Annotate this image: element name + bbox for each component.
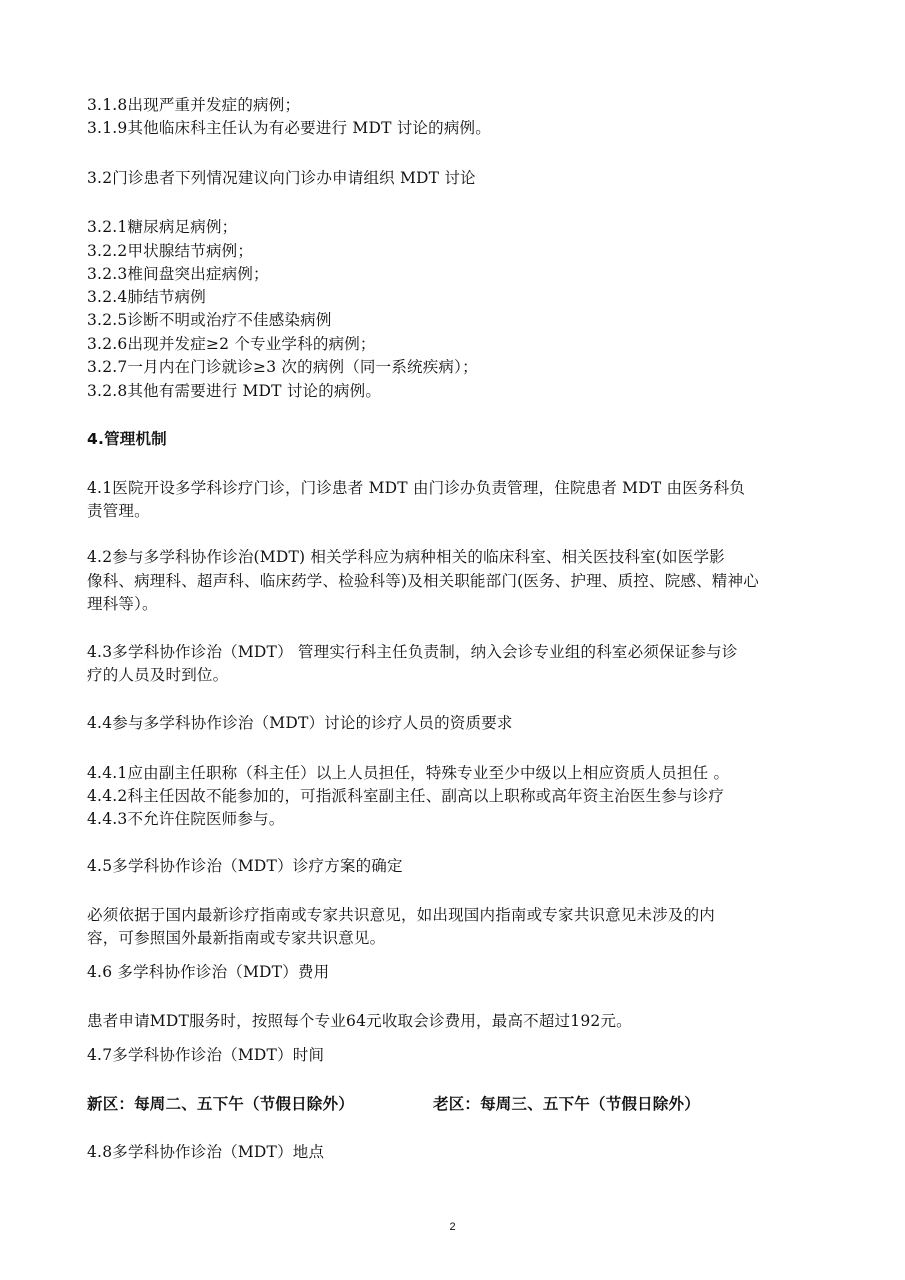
section-heading: 4.管理机制 bbox=[87, 430, 167, 448]
section-heading: 3.2门诊患者下列情况建议向门诊办申请组织 MDT 讨论 bbox=[87, 169, 476, 187]
section-heading: 4.5多学科协作诊治（MDT）诊疗方案的确定 bbox=[87, 857, 403, 875]
schedule-old-district: 老区：每周三、五下午（节假日除外） bbox=[433, 1095, 700, 1113]
text-line: 4.4.3不允许住院医师参与。 bbox=[87, 810, 285, 828]
text-line: 4.2参与多学科协作诊治(MDT) 相关学科应为病种相关的临床科室、相关医技科室(如医学影 bbox=[87, 548, 725, 566]
text-line: 3.2.6出现并发症≥2 个专业学科的病例； bbox=[87, 335, 376, 353]
section-heading: 4.7多学科协作诊治（MDT）时间 bbox=[87, 1046, 325, 1064]
text-line: 4.1医院开设多学科诊疗门诊，门诊患者 MDT 由门诊办负责管理，住院患者 MDT 由医务科负 bbox=[87, 479, 746, 497]
text-line: 4.4.2科主任因故不能参加的，可指派科室副主任、副高以上职称或高年资主治医生参与诊疗 bbox=[87, 787, 725, 805]
text-line: 3.2.4肺结节病例 bbox=[87, 288, 206, 306]
text-line: 3.2.1糖尿病足病例； bbox=[87, 218, 238, 236]
text-line: 疗的人员及时到位。 bbox=[87, 666, 229, 684]
text-line: 像科、病理科、超声科、临床药学、检验科等)及相关职能部门(医务、护理、质控、院感、精神心 bbox=[87, 572, 759, 590]
text-line: 4.3多学科协作诊治（MDT） 管理实行科主任负责制，纳入会诊专业组的科室必须保证参与诊 bbox=[87, 643, 738, 661]
text-line: 3.2.8其他有需要进行 MDT 讨论的病例。 bbox=[87, 382, 382, 400]
text-line: 3.1.8出现严重并发症的病例； bbox=[87, 96, 301, 114]
section-heading: 4.6 多学科协作诊治（MDT）费用 bbox=[87, 963, 330, 981]
text-line: 3.1.9其他临床科主任认为有必要进行 MDT 讨论的病例。 bbox=[87, 119, 491, 137]
text-line: 4.4.1应由副主任职称（科主任）以上人员担任，特殊专业至少中级以上相应资质人员担任 。 bbox=[87, 764, 730, 782]
text-line: 3.2.7一月内在门诊就诊≥3 次的病例（同一系统疾病）； bbox=[87, 358, 478, 376]
text-line: 3.2.2甲状腺结节病例； bbox=[87, 242, 254, 260]
text-line: 容，可参照国外最新指南或专家共识意见。 bbox=[87, 929, 386, 947]
section-heading: 4.4参与多学科协作诊治（MDT）讨论的诊疗人员的资质要求 bbox=[87, 714, 513, 732]
text-line: 理科等）。 bbox=[87, 595, 158, 613]
text-line: 患者申请MDT服务时，按照每个专业64元收取会诊费用，最高不超过192元。 bbox=[87, 1012, 632, 1030]
text-line: 3.2.5诊断不明或治疗不佳感染病例 bbox=[87, 311, 332, 329]
schedule-new-district: 新区：每周二、五下午（节假日除外） bbox=[87, 1095, 354, 1113]
page-number: 2 bbox=[449, 1221, 456, 1233]
text-line: 3.2.3椎间盘突出症病例； bbox=[87, 265, 269, 283]
text-line: 责管理。 bbox=[87, 502, 150, 520]
text-line: 必须依据于国内最新诊疗指南或专家共识意见，如出现国内指南或专家共识意见未涉及的内 bbox=[87, 906, 716, 924]
section-heading: 4.8多学科协作诊治（MDT）地点 bbox=[87, 1143, 325, 1161]
